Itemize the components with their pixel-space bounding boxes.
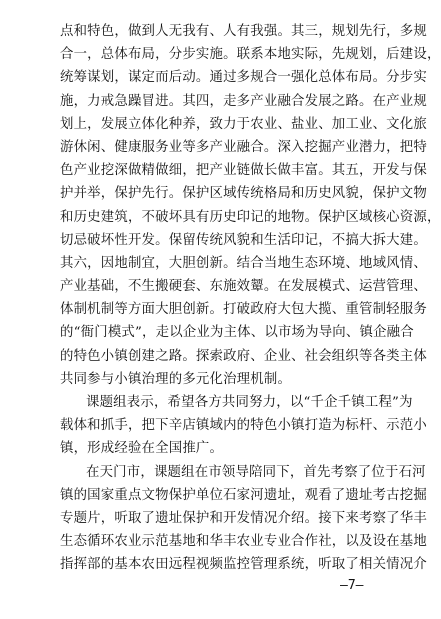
body-text (60, 20, 441, 577)
text-line: 护并举，保护先行。保护区域传统格局和历史风貌，保护文物 (60, 186, 427, 202)
text-line: 载体和抓手，把下辛店镇域内的特色小镇打造为标杆、示范小 (60, 418, 427, 434)
text-line: 在天门市，课题组在市领导陪同下，首先考察了位于石河 (86, 464, 426, 480)
text-line: 镇，形成经验在全国推广。 (60, 441, 224, 457)
text-line: 指挥部的基本农田远程视频监控管理系统，听取了相关情况介 (60, 557, 427, 573)
text-line: 合一，总体布局，分步实施。联系本地实际，先规划，后建设， (60, 47, 441, 63)
text-line: 专题片，听取了遗址保护和开发情况介绍。接下来考察了华丰 (60, 510, 427, 526)
text-line: 统筹谋划，谋定而后动。通过多规合一强化总体布局。分步实 (60, 70, 427, 86)
text-line: 镇的国家重点文物保护单位石家河遗址，观看了遗址考古挖掘 (60, 487, 427, 503)
text-line: 游休闲、健康服务业等多产业融合。深入挖掘产业潜力，把特 (60, 139, 427, 155)
text-line: 的“衙门模式”，走以企业为主体、以市场为导向、镇企融合 (60, 325, 414, 341)
text-line: 色产业挖深做精做细，把产业链做长做丰富。其五，开发与保 (60, 163, 427, 179)
text-line: 生态循环农业示范基地和华丰农业专业合作社，以及设在基地 (60, 534, 427, 550)
text-line: 切忌破坏性开发。保留传统风貌和生活印记，不搞大拆大建。 (60, 232, 427, 248)
text-line: 和历史建筑，不破坏具有历史印记的地物。保护区域核心资源， (60, 209, 441, 225)
text-line: 产业基础，不生搬硬套、东施效颦。在发展模式、运营管理、 (60, 279, 427, 295)
text-line: 共同参与小镇治理的多元化治理机制。 (60, 371, 292, 387)
text-line: 点和特色，做到人无我有、人有我强。其三，规划先行，多规 (60, 24, 427, 39)
text-line: 施，力戒急躁冒进。其四，走多产业融合发展之路。在产业规 (60, 93, 427, 109)
text-line: 划上，发展立体化种养，致力于农业、盐业、加工业、文化旅 (60, 116, 427, 132)
text-line: 体制机制等方面大胆创新。打破政府大包大揽、重管制轻服务 (60, 302, 427, 318)
text-line: 的特色小镇创建之路。探索政府、企业、社会组织等各类主体 (60, 348, 427, 364)
page-number: —7— (340, 578, 364, 593)
text-line: 其六，因地制宜，大胆创新。结合当地生态环境、地域风情、 (60, 255, 427, 271)
text-line: 课题组表示，希望各方共同努力，以“千企千镇工程”为 (86, 395, 413, 410)
